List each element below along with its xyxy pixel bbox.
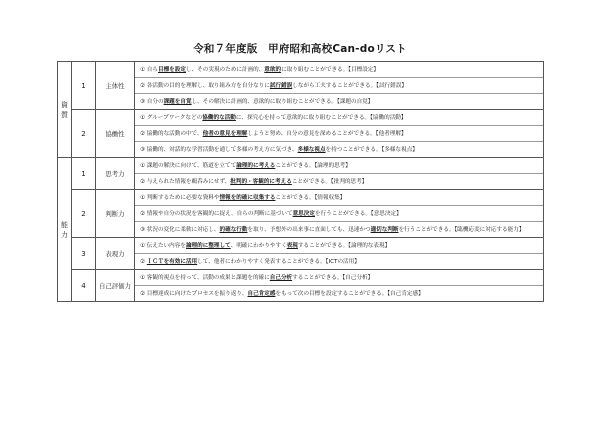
item-text: をもって次の目標を設定することができる。【自己肯定感】 <box>275 290 424 297</box>
can-do-item <box>135 286 543 301</box>
can-do-item <box>135 238 543 254</box>
can-do-item <box>135 94 543 109</box>
item-text: ② <box>140 258 147 265</box>
keyword-emphasis: 適切な判断 <box>370 226 399 233</box>
item-text: ① 自ら <box>140 66 158 73</box>
category-label-char: 力 <box>61 230 68 239</box>
keyword-emphasis: 批判的・客観的に考える <box>230 178 292 185</box>
category-label <box>58 62 72 158</box>
competency-number: 1 <box>72 62 96 110</box>
competency-items <box>135 238 544 270</box>
competency-items <box>135 158 544 190</box>
keyword-emphasis: 多様な視点 <box>297 146 326 153</box>
can-do-item <box>135 158 543 174</box>
item-text: ③ 状況の変化に柔軟に対応し、 <box>140 226 220 233</box>
item-text: ① 課題の解決に向けて、筋道を立てて <box>140 162 237 169</box>
can-do-item <box>135 126 543 142</box>
item-text: ② 情報や自分の状況を客観的に捉え、自らの判断に基づいて <box>140 210 293 217</box>
keyword-emphasis: 課題を自覚 <box>163 98 192 105</box>
page-title: 令和７年度版 甲府昭和高校Can-doリスト <box>193 43 407 55</box>
can-do-item <box>135 110 543 126</box>
can-do-item <box>135 254 543 269</box>
keyword-emphasis: 的確な行動 <box>219 226 248 233</box>
item-text: ② 協働的な活動の中で、 <box>140 130 203 137</box>
competency-name: 表現力 <box>96 238 135 270</box>
item-text: ① 判断するために必要な資料や <box>140 194 220 201</box>
item-text: ① グループワークなどの <box>140 114 203 121</box>
keyword-emphasis: 自己肯定感 <box>247 290 276 297</box>
item-text: ことができる。【情報収集】 <box>275 194 346 201</box>
keyword-emphasis: 目標を設定 <box>157 66 186 73</box>
keyword-emphasis: 協働的な活動 <box>202 114 236 121</box>
category-label-char: 資 <box>61 100 68 109</box>
competency-number: 2 <box>72 190 96 238</box>
competency-name: 主体性 <box>96 62 135 110</box>
item-text: ② 各活動の目的を理解し、取り組み方を自分なりに <box>140 82 270 89</box>
item-text: し、その解決に計画的、意欲的に取り組むことができる。【課題の自覚】 <box>191 98 374 105</box>
item-text: を行うことができる。【意思決定】 <box>314 210 402 217</box>
can-do-item <box>135 190 543 206</box>
competency-row <box>58 158 544 190</box>
item-text: しようと努め、自分の意見を深めることができる。【他者理解】 <box>247 130 407 137</box>
competency-row <box>58 190 544 238</box>
keyword-emphasis: 他者の意見を理解 <box>202 130 248 137</box>
item-text: しながら工夫することができる。【試行錯誤】 <box>292 82 407 89</box>
keyword-emphasis: 表現 <box>286 242 298 249</box>
competency-items <box>135 270 544 302</box>
competency-number: 3 <box>72 238 96 270</box>
item-text: ① 伝えたい内容を <box>140 242 186 249</box>
item-text: し、その実現のために計画的、 <box>185 66 265 73</box>
item-text: ① 客観的視点を持って、活動の成果と課題を的確に <box>140 274 270 281</box>
can-do-item <box>135 206 543 222</box>
can-do-item <box>135 222 543 237</box>
keyword-emphasis: 情報を的確に収集する <box>219 194 276 201</box>
competency-number: 4 <box>72 270 96 302</box>
can-do-item <box>135 78 543 94</box>
competency-items <box>135 190 544 238</box>
competency-number: 1 <box>72 158 96 190</box>
keyword-emphasis: ＩＣＴを有効に活用 <box>146 258 198 265</box>
item-text: を行うことができる。【臨機応変に対応する能力】 <box>398 226 525 233</box>
can-do-table <box>57 61 544 302</box>
item-text: ことができる。【批判的思考】 <box>291 178 368 185</box>
can-do-item <box>135 270 543 286</box>
item-text: ③ 協働的、対話的な学習活動を通して多様の考え方に気づき、 <box>140 146 298 153</box>
item-text: に、探究心を持って意欲的に取り組むことができる。【協働的活動】 <box>235 114 407 121</box>
item-text: することができる。【自己分析】 <box>292 274 374 281</box>
item-text: を取り、予想外の出来事に直面しても、迅速かつ <box>247 226 371 233</box>
competency-name: 思考力 <box>96 158 135 190</box>
item-text: に取り組むことができる。【目標設定】 <box>281 66 379 73</box>
keyword-emphasis: 意思決定 <box>292 210 315 217</box>
item-text: することができる。【論理的な表現】 <box>297 242 391 249</box>
item-text: して、他者にわかりやすく発表することができる。【ICTの活用】 <box>197 258 360 265</box>
item-text: ことができる。【論理的思考】 <box>275 162 351 169</box>
competency-row <box>58 238 544 270</box>
category-label-char: 能 <box>61 220 68 229</box>
competency-items <box>135 110 544 158</box>
competency-name: 判断力 <box>96 190 135 238</box>
competency-items <box>135 62 544 110</box>
item-text: ② 目標達成に向けたプロセスを振り返り、 <box>140 290 248 297</box>
keyword-emphasis: 論理的に整理して <box>185 242 231 249</box>
category-label <box>58 158 72 302</box>
category-label-char: 質 <box>61 110 68 119</box>
can-do-item <box>135 142 543 157</box>
item-text: ② 与えられた情報を鵜呑みにせず、 <box>140 178 231 185</box>
item-text: 、明確にわかりやすく <box>230 242 287 249</box>
competency-number: 2 <box>72 110 96 158</box>
keyword-emphasis: 試行錯誤 <box>269 82 293 89</box>
keyword-emphasis: 意欲的 <box>264 66 282 73</box>
competency-name: 自己評価力 <box>96 270 135 302</box>
item-text: ③ 自分の <box>140 98 164 105</box>
item-text: を持つことができる。【多様な視点】 <box>325 146 418 153</box>
keyword-emphasis: 自己分析 <box>269 274 293 281</box>
keyword-emphasis: 論理的に考える <box>236 162 276 169</box>
can-do-item <box>135 174 543 189</box>
competency-row <box>58 110 544 158</box>
competency-name: 協働性 <box>96 110 135 158</box>
can-do-item <box>135 62 543 78</box>
competency-row <box>58 270 544 302</box>
competency-row <box>58 62 544 110</box>
